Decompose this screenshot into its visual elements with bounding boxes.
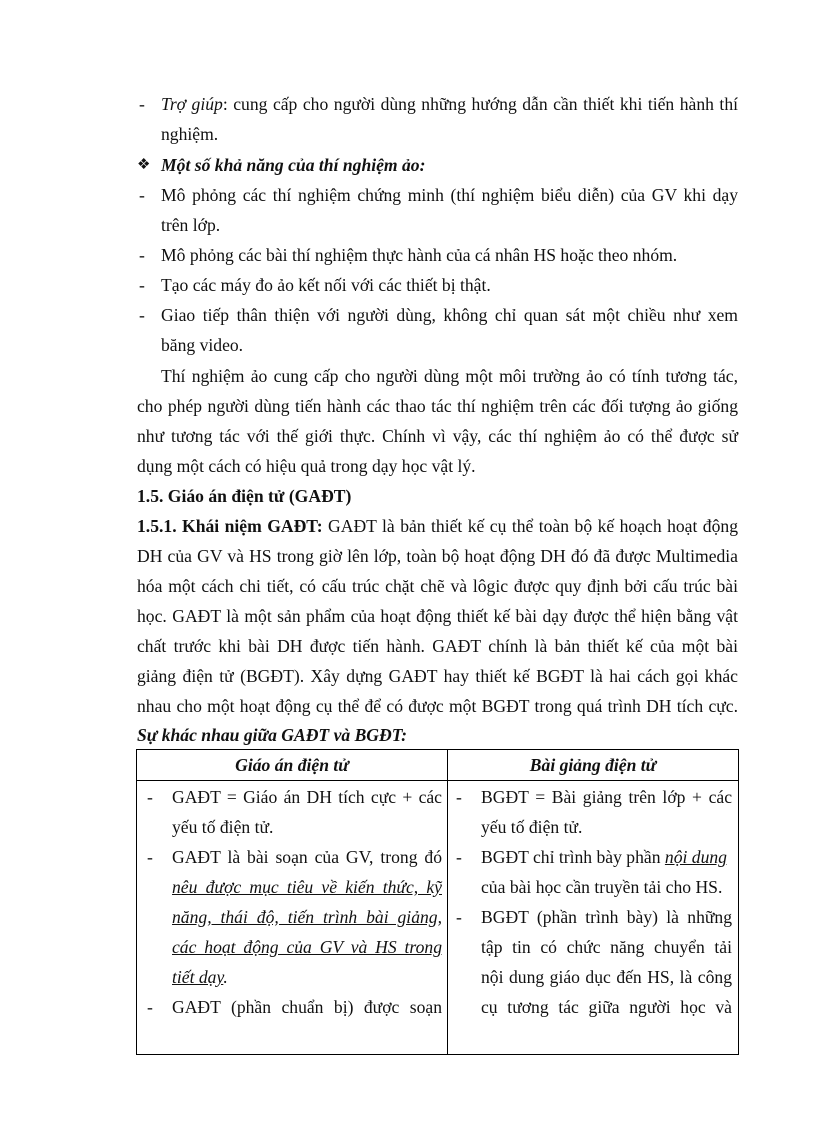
section-1-5-1-heading: 1.5.1. Khái niệm GAĐT: — [137, 516, 323, 536]
help-text: : cung cấp cho người dùng những hướng dẫn cần thiết khi tiến hành thí — [222, 94, 739, 114]
gadt-point-1-line1: GAĐT = Giáo án DH tích cực + các — [172, 787, 442, 807]
gadt-point-2-line1: GAĐT là bài soạn của GV, trong đó — [172, 847, 442, 867]
diamond-bullet-icon: ❖ — [137, 157, 151, 173]
bullet-dash: - — [139, 94, 145, 114]
gadt-point-2-underlined-4 — [172, 962, 228, 992]
capability-1-line2: trên lớp. — [161, 215, 221, 235]
bullet-dash: - — [456, 907, 462, 927]
capability-4-line2: băng video. — [161, 335, 244, 355]
capability-4-line1: Giao tiếp thân thiện với người dùng, không chỉ quan sát một chiều như xem — [161, 305, 738, 325]
bullet-dash: - — [139, 185, 145, 205]
paragraph2-line6: giảng điện tử (BGĐT). Xây dựng GAĐT hay thiết kế BGĐT là hai cách gọi khác — [137, 666, 738, 686]
bgdt-point-3-line4: cụ tương tác giữa người học và — [481, 997, 732, 1017]
bgdt-point-2-pre: BGĐT chỉ trình bày phần — [481, 847, 665, 867]
paragraph2-line1 — [137, 511, 738, 541]
bgdt-point-1-line1: BGĐT = Bài giảng trên lớp + các — [481, 787, 732, 807]
capabilities-heading: Một số khả năng của thí nghiệm ảo: — [161, 155, 426, 175]
gadt-point-2-underlined-1: nêu được mục tiêu về kiến thức, kỹ — [172, 877, 442, 897]
gadt-point-1-line2: yếu tố điện tử. — [172, 817, 274, 837]
bgdt-point-3-line2: tập tin có chức năng chuyển tải — [481, 937, 732, 957]
capability-2: Mô phỏng các bài thí nghiệm thực hành của cá nhân HS hoặc theo nhóm. — [161, 245, 678, 265]
gadt-point-2-underlined-4-text: tiết dạy — [172, 967, 224, 987]
paragraph1-line3: như tương tác với thế giới thực. Chính vì vậy, các thí nghiệm ảo có thể được sử — [137, 426, 738, 446]
table-caption: Sự khác nhau giữa GAĐT và BGĐT: — [137, 725, 408, 745]
paragraph2-line2: DH của GV và HS trong giờ lên lớp, toàn bộ hoạt động DH đó đã được Multimedia — [137, 546, 738, 566]
bullet-dash: - — [139, 275, 145, 295]
gadt-point-2-underlined-2: năng, thái độ, tiến trình bài giảng, — [172, 907, 442, 927]
table-row — [137, 781, 739, 1055]
paragraph2-line7: nhau cho một hoạt động cụ thể để có được một BGĐT trong quá trình DH tích cực. — [137, 696, 738, 716]
gadt-point-2-underlined-3: các hoạt động của GV và HS trong — [172, 937, 442, 957]
bullet-dash: - — [139, 305, 145, 325]
capability-1-line1: Mô phỏng các thí nghiệm chứng minh (thí nghiệm biểu diễn) của GV khi dạy — [161, 185, 738, 205]
table-header-row — [137, 750, 739, 781]
help-bullet-cont: nghiệm. — [161, 124, 219, 144]
bullet-dash: - — [147, 847, 153, 867]
bullet-dash: - — [147, 997, 153, 1017]
paragraph1-line2: cho phép người dùng tiến hành các thao tác thí nghiệm trên các đối tượng ảo giống — [137, 396, 738, 416]
paragraph2-line4: học. GAĐT là một sản phẩm của hoạt động thiết kế bài dạy được thể hiện bằng vật — [137, 606, 738, 626]
bgdt-point-2-content: nội dung — [664, 847, 727, 867]
bullet-dash: - — [139, 245, 145, 265]
table-header-gadt: Giáo án điện tử — [137, 750, 448, 781]
gadt-point-2-period: . — [223, 967, 228, 987]
table-cell-bgdt — [448, 781, 739, 1055]
bullet-dash: - — [456, 847, 462, 867]
bgdt-point-3-line3: nội dung giáo dục đến HS, là công — [481, 967, 732, 987]
bullet-dash: - — [456, 787, 462, 807]
capability-3: Tạo các máy đo ảo kết nối với các thiết bị thật. — [161, 275, 491, 295]
help-label: Trợ giúp — [161, 94, 223, 114]
table-header-bgdt: Bài giảng điện tử — [448, 750, 739, 781]
bgdt-point-1-line2: yếu tố điện tử. — [481, 817, 583, 837]
bgdt-point-3-line1: BGĐT (phần trình bày) là những — [481, 907, 732, 927]
table-cell-gadt — [137, 781, 448, 1055]
paragraph2-line1-text: GAĐT là bản thiết kế cụ thể toàn bộ kế hoạch hoạt động — [322, 516, 738, 536]
paragraph2-line5: chất trước khi bài DH được tiến hành. GAĐT chính là bản thiết kế của một bài — [137, 636, 738, 656]
paragraph1-line1: Thí nghiệm ảo cung cấp cho người dùng một môi trường ảo có tính tương tác, — [161, 366, 738, 386]
paragraph2-line3: hóa một cách chi tiết, có cấu trúc chặt chẽ và lôgic được quy định bởi cấu trúc bài — [137, 576, 738, 596]
comparison-table — [136, 749, 739, 1055]
bgdt-point-2-line2: của bài học cần truyền tải cho HS. — [481, 877, 723, 897]
paragraph1-line4: dụng một cách có hiệu quả trong dạy học vật lý. — [137, 456, 476, 476]
gadt-point-3-line1: GAĐT (phần chuẩn bị) được soạn — [172, 997, 442, 1017]
section-1-5-heading: 1.5. Giáo án điện tử (GAĐT) — [137, 486, 352, 506]
help-bullet-line — [161, 89, 738, 119]
bgdt-point-2-line1 — [481, 842, 727, 872]
bullet-dash: - — [147, 787, 153, 807]
